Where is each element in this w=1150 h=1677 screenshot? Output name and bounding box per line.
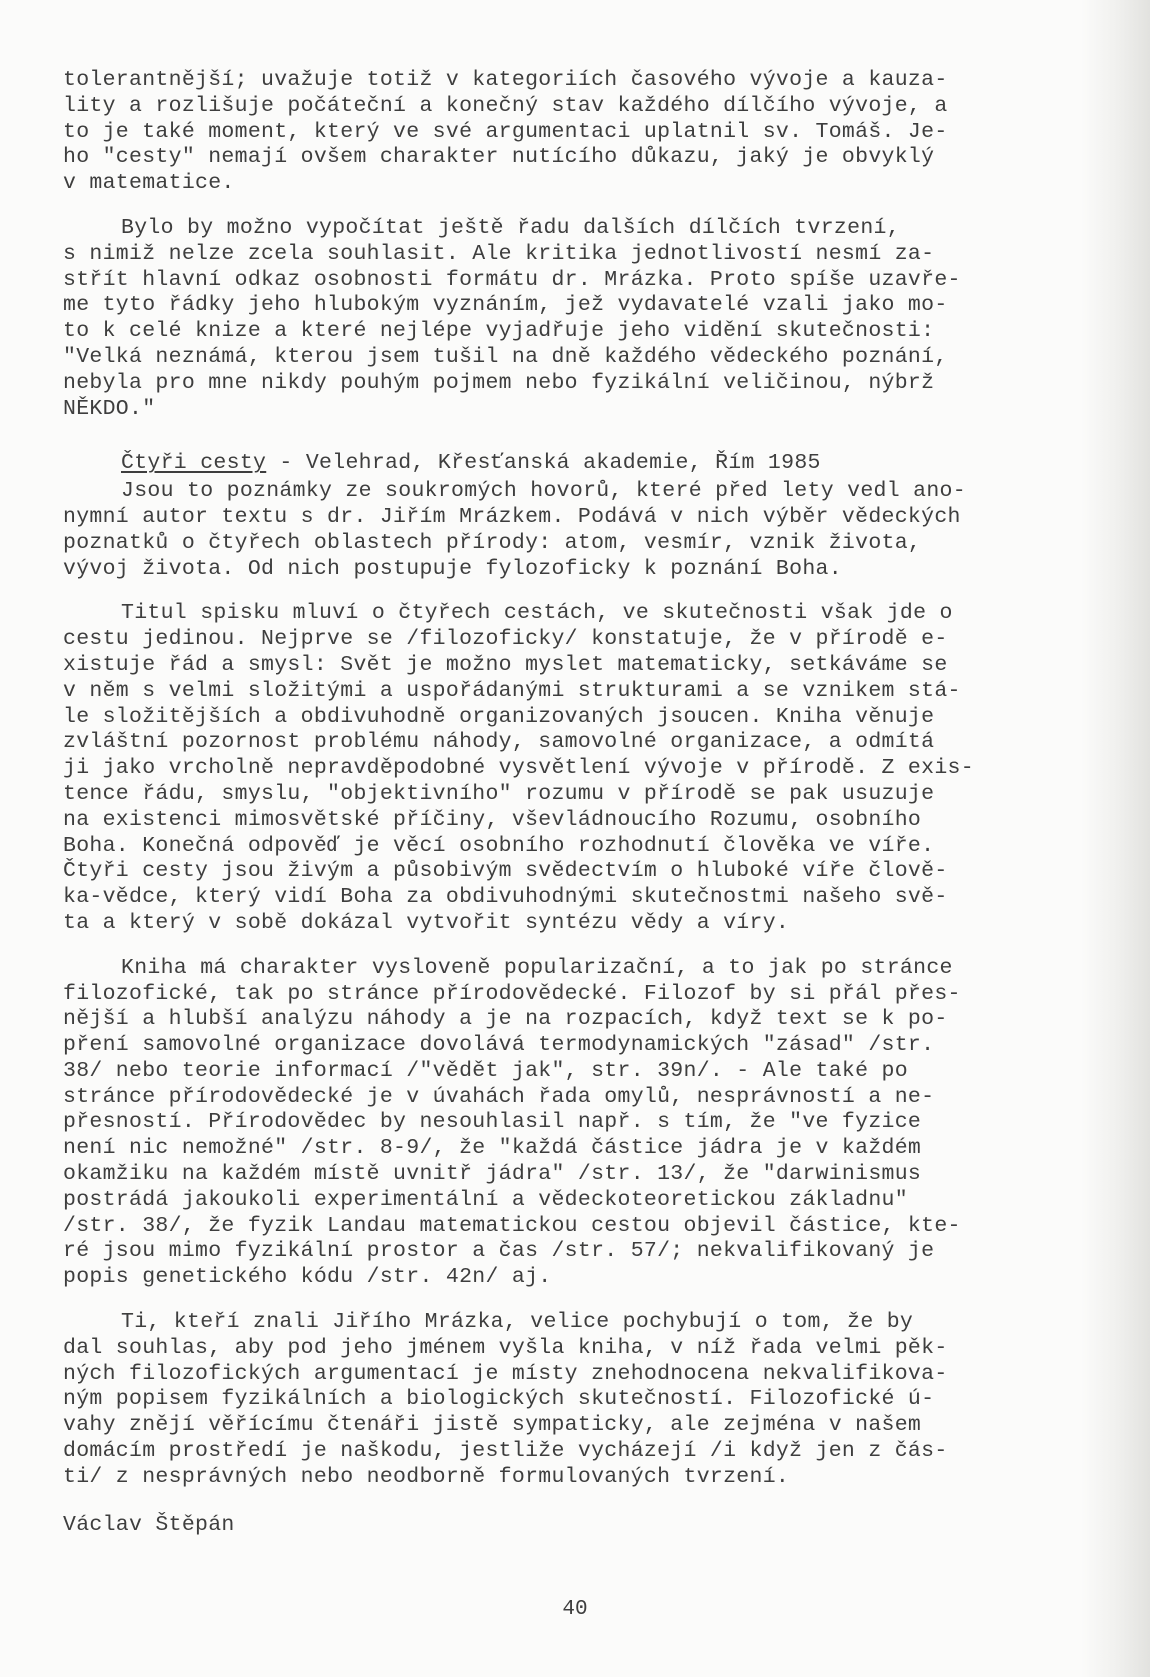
text-line: pření samovolné organizace dovolává termodynamických "zásad" /str. — [63, 1033, 935, 1058]
text-line: Titul spisku mluví o čtyřech cestách, ve skutečnosti však jde o — [121, 601, 953, 626]
text-line: vahy znějí věřícímu čtenáři jistě sympaticky, ale zejména v našem — [63, 1413, 922, 1438]
paragraph — [63, 68, 1123, 197]
text-line: nější a hlubší analýzu náhody a je na rozpacích, když text se k po- — [63, 1007, 948, 1032]
text-line: Bylo by možno vypočítat ještě řadu dalších dílčích tvrzení, — [121, 215, 900, 240]
text-line: cestu jedinou. Nejprve se /filozoficky/ konstatuje, že v přírodě e- — [63, 627, 948, 652]
document-body — [63, 68, 1123, 1538]
text-line: filozofické, tak po stránce přírodovědecké. Filozof by si přál přes- — [63, 981, 961, 1006]
book-title: Čtyři cesty — [121, 451, 267, 476]
text-line: xistuje řád a smysl: Svět je možno myslet matematicky, setkáváme se — [63, 652, 948, 677]
text-line: ných filozofických argumentací je místy znehodnocena nekvalifikova- — [63, 1361, 948, 1386]
page-number: 40 — [562, 1598, 588, 1621]
text-line: ti/ z nesprávných nebo neodborně formulovaných tvrzení. — [63, 1464, 790, 1489]
text-line: zvláštní pozornost problému náhody, samovolné organizace, a odmítá — [63, 730, 935, 755]
text-line: Čtyři cesty jsou živým a působivým svědectvím o hluboké víře člově- — [63, 859, 948, 884]
text-line: přesností. Přírodovědec by nesouhlasil např. s tím, že "ve fyzice — [63, 1110, 922, 1135]
book-publication-info: - Velehrad, Křesťanská akademie, Řím 1985 — [266, 451, 821, 476]
text-line: ným popisem fyzikálních a biologických skutečností. Filozofické ú- — [63, 1387, 935, 1412]
text-line: ta a který v sobě dokázal vytvořit syntézu vědy a víry. — [63, 910, 790, 935]
text-line: nebyla pro mne nikdy pouhým pojmem nebo fyzikální veličinou, nýbrž — [63, 370, 935, 395]
review-section — [63, 477, 1123, 1490]
text-line: poznatků o čtyřech oblastech přírody: atom, vesmír, vznik života, — [63, 530, 922, 555]
text-line: v něm s velmi složitými a uspořádanými strukturami a se vznikem stá- — [63, 678, 961, 703]
text-line: Boha. Konečná odpověď je věcí osobního rozhodnutí člověka ve víře. — [63, 833, 935, 858]
text-line: to k celé knize a které nejlépe vyjadřuje jeho vidění skutečnosti: — [63, 319, 935, 344]
text-line: ji jako vrcholně nepravděpodobné vysvětlení vývoje v přírodě. Z exis- — [63, 756, 974, 781]
text-line: postrádá jakoukoli experimentální a vědeckoteoretickou základnu" — [63, 1187, 908, 1212]
text-line: "Velká neznámá, kterou jsem tušil na dně každého vědeckého poznání, — [63, 344, 948, 369]
text-line: 38/ nebo teorie informací /"vědět jak", str. 39n/. - Ale také po — [63, 1058, 908, 1083]
text-line: /str. 38/, že fyzik Landau matematickou cestou objevil částice, kte- — [63, 1213, 961, 1238]
text-line: tence řádu, smyslu, "objektivního" rozumu v přírodě se pak usuzuje — [63, 781, 935, 806]
text-line: okamžiku na každém místě uvnitř jádra" /str. 13/, že "darwinismus — [63, 1162, 922, 1187]
text-line: lity a rozlišuje počáteční a konečný stav každého dílčího vývoje, a — [63, 93, 948, 118]
text-line: střít hlavní odkaz osobnosti formátu dr. Mrázka. Proto spíše uzavře- — [63, 267, 961, 292]
text-line: NĚKDO." — [63, 396, 156, 421]
paragraph — [63, 1310, 1123, 1491]
text-line: popis genetického kódu /str. 42n/ aj. — [63, 1265, 552, 1290]
review-heading — [63, 451, 1123, 477]
text-line: Ti, kteří znali Jiřího Mrázka, velice pochybují o tom, že by — [121, 1310, 914, 1335]
paragraph — [63, 956, 1123, 1291]
text-line: Kniha má charakter vysloveně popularizační, a to jak po stránce — [121, 955, 953, 980]
text-line: le složitějších a obdivuhodně organizovaných jsoucen. Kniha věnuje — [63, 704, 935, 729]
author-signature: Václav Štěpán — [63, 1512, 235, 1537]
text-line: Jsou to poznámky ze soukromých hovorů, které před lety vedl ano- — [121, 479, 966, 504]
text-line: s nimiž nelze zcela souhlasit. Ale kritika jednotlivostí nesmí za- — [63, 241, 935, 266]
text-line: na existenci mimosvětské příčiny, vševládnoucího Rozumu, osobního — [63, 807, 922, 832]
paragraph — [63, 216, 1123, 422]
text-line: nymní autor textu s dr. Jiřím Mrázkem. Podává v nich výběr vědeckých — [63, 504, 961, 529]
text-line: ré jsou mimo fyzikální prostor a čas /str. 57/; nekvalifikovaný je — [63, 1239, 935, 1264]
text-line: není nic nemožné" /str. 8-9/, že "každá částice jádra je v každém — [63, 1136, 922, 1161]
text-line: stránce přírodovědecké je v úvahách řada omylů, nesprávností a ne- — [63, 1084, 935, 1109]
continuation-section — [63, 68, 1123, 422]
text-line: vývoj života. Od nich postupuje fylozoficky k poznání Boha. — [63, 556, 842, 581]
text-line: to je také moment, který ve své argumentaci uplatnil sv. Tomáš. Je- — [63, 119, 948, 144]
text-line: ka-vědce, který vidí Boha za obdivuhodnými skutečnostmi našeho svě- — [63, 885, 948, 910]
text-line: me tyto řádky jeho hlubokým vyznáním, jež vydavatelé vzali jako mo- — [63, 293, 948, 318]
text-line: tolerantnější; uvažuje totiž v kategoriích časového vývoje a kauza- — [63, 68, 948, 92]
text-line: domácím prostředí je naškodu, jestliže vycházejí /i když jen z čás- — [63, 1439, 948, 1464]
text-line: ho "cesty" nemají ovšem charakter nutícího důkazu, jaký je obvyklý — [63, 145, 935, 170]
paragraph — [63, 479, 1123, 582]
text-line: v matematice. — [63, 171, 235, 196]
paragraph — [63, 601, 1123, 936]
text-line: dal souhlas, aby pod jeho jménem vyšla kniha, v níž řada velmi pěk- — [63, 1335, 948, 1360]
